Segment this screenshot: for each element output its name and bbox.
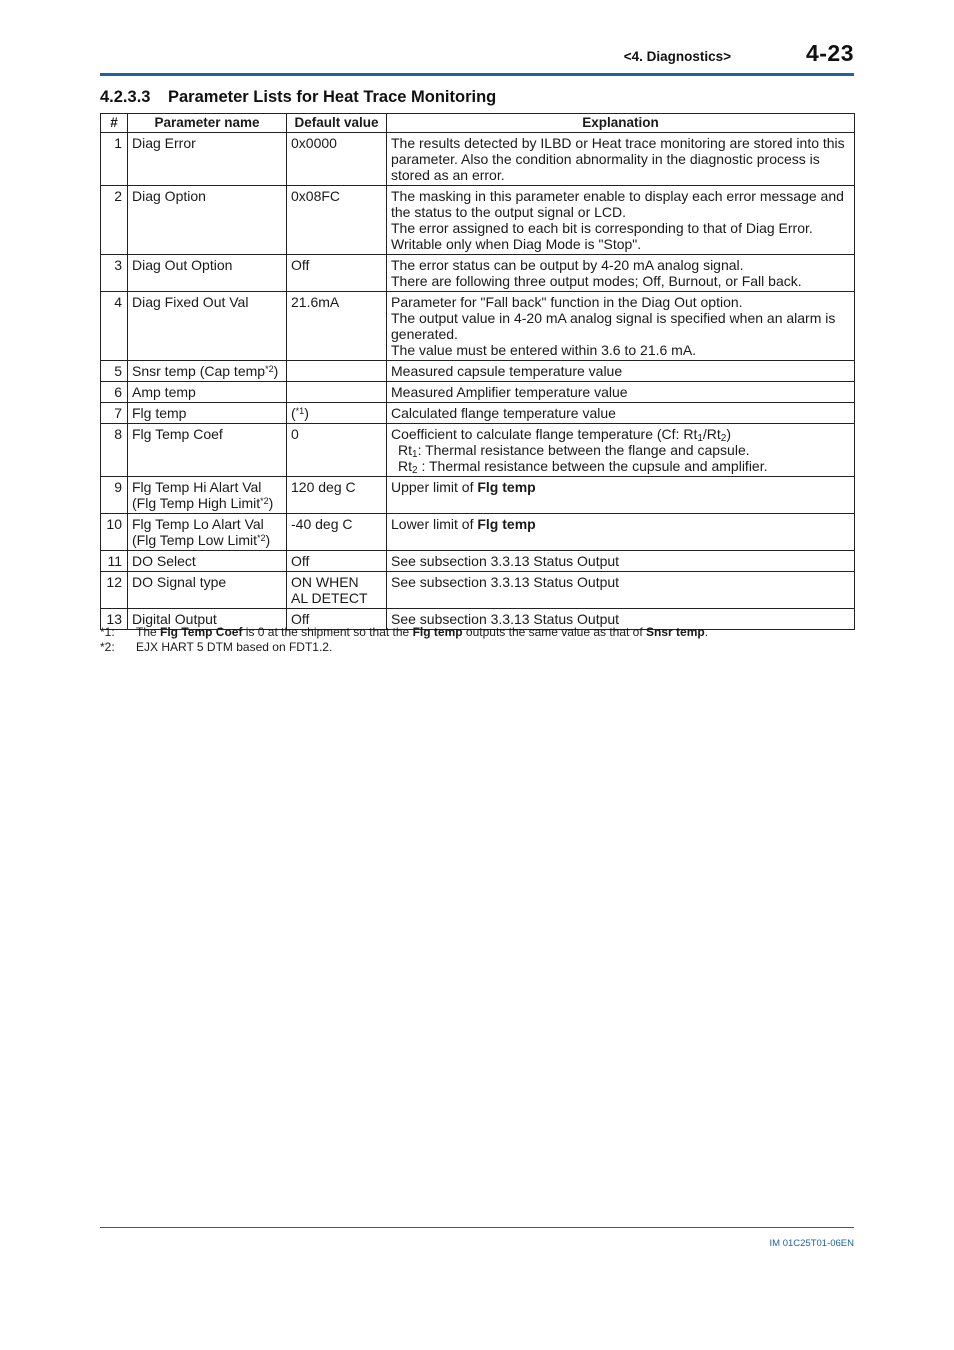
parameter-name-text: Snsr temp (Cap temp [132,363,266,379]
explanation-bold: Flg temp [477,516,536,532]
footnotes [100,625,708,655]
parameter-name: Diag Error [128,133,287,186]
alias-text: (Flg Temp High Limit [132,495,261,511]
table-row [101,382,855,403]
footnote-part: The [136,625,161,639]
explanation [387,255,855,292]
parameter-name-alias [132,532,282,548]
footnote-part-bold: Flg temp [412,625,463,639]
parameter-name: Amp temp [128,382,287,403]
default-value [287,572,387,609]
coef-text: /Rt [702,426,721,442]
explanation [387,361,855,382]
explanation [387,514,855,551]
row-number: 7 [101,403,128,424]
row-number: 2 [101,186,128,255]
explanation [387,133,855,186]
row-number: 6 [101,382,128,403]
parameter-name-close: ) [273,363,279,379]
row-number: 5 [101,361,128,382]
explanation-line: See subsection 3.3.13 Status Output [391,574,620,590]
explanation [387,551,855,572]
default-value: 21.6mA [287,292,387,361]
coef-text: Coefficient to calculate flange temperature (Cf: Rt [391,426,698,442]
explanation-text: Upper limit of [391,479,478,495]
explanation [387,403,855,424]
parameter-name: Diag Option [128,186,287,255]
table-row [101,255,855,292]
header-divider [100,73,854,76]
parameter-name: Diag Fixed Out Val [128,292,287,361]
footnote-2 [100,640,708,655]
parameter-name [128,514,287,551]
alias-close: ) [265,532,271,548]
default-value-line: AL DETECT [291,590,368,606]
table-row [101,133,855,186]
explanation-line [391,426,850,442]
coef-text: ) [726,426,732,442]
footnote-text [136,625,708,640]
row-number: 13 [101,609,128,630]
table-row [101,292,855,361]
explanation-line: Parameter for "Fall back" function in the Diag Out option. [391,294,743,310]
default-value: Off [287,551,387,572]
explanation-line: There are following three output modes; Off, Burnout, or Fall back. [391,273,802,289]
table-row [101,361,855,382]
alias-text: (Flg Temp Low Limit [132,532,258,548]
table-row [101,551,855,572]
parameter-name-alias [132,495,282,511]
default-value-open: ( [291,405,296,421]
explanation-line: The error status can be output by 4-20 mA analog signal. [391,257,744,273]
explanation [387,186,855,255]
footnote-mark: *1: [100,625,115,639]
footnote-part: is 0 at the shipment so that the [242,625,413,639]
coef-text: : Thermal resistance between the flange and capsule. [417,442,750,458]
default-value: Off [287,255,387,292]
table-row [101,572,855,609]
default-value: 0x0000 [287,133,387,186]
footnote-1 [100,625,708,640]
explanation-line [391,442,850,458]
default-value [287,361,387,382]
subscript: 1 [412,449,418,460]
explanation-line: The error assigned to each bit is corresponding to that of Diag Error. [391,220,813,236]
parameter-name: DO Signal type [128,572,287,609]
footnote-part-bold: Snsr temp [646,625,705,639]
coef-text: Rt [398,442,412,458]
subscript: 2 [412,465,418,476]
explanation-line: Calculated flange temperature value [391,405,616,421]
explanation-line: Measured Amplifier temperature value [391,384,628,400]
coef-text: Rt [398,458,412,474]
explanation-line: The value must be entered within 3.6 to 21.6 mA. [391,342,697,358]
explanation [387,382,855,403]
footnote-ref: *2 [265,364,274,374]
explanation-line: The results detected by ILBD or Heat trace monitoring are stored into this parameter. Also the condition abnormality in the diagnostic process is stored as an error. [391,135,845,183]
footnote-ref: *2 [257,533,266,543]
parameter-name: Flg temp [128,403,287,424]
footnote-part: . [704,625,709,639]
default-value [287,403,387,424]
column-header-default-value: Default value [287,114,387,133]
subscript: 2 [720,433,727,444]
parameter-name [128,361,287,382]
table-row [101,186,855,255]
default-value: 0x08FC [287,186,387,255]
column-header-explanation: Explanation [387,114,855,133]
parameter-table [100,113,855,630]
alias-close: ) [268,495,274,511]
table-row [101,514,855,551]
explanation [387,477,855,514]
footnote-ref: *2 [260,496,269,506]
subscript: 1 [697,433,703,444]
table-row [101,403,855,424]
row-number: 12 [101,572,128,609]
default-value [287,382,387,403]
explanation-bold: Flg temp [477,479,536,495]
footnote-part: outputs the same value as that of [462,625,647,639]
table-header-row [101,114,855,133]
default-value: 120 deg C [287,477,387,514]
footnote-text: EJX HART 5 DTM based on FDT1.2. [136,640,333,654]
section-heading [100,88,496,107]
row-number: 1 [101,133,128,186]
default-value-close: ) [304,405,309,421]
explanation [387,292,855,361]
row-number: 10 [101,514,128,551]
default-value: Off [287,609,387,630]
explanation [387,424,855,477]
parameter-name: Flg Temp Coef [128,424,287,477]
chapter-title: <4. Diagnostics> [623,49,731,64]
parameter-name: Diag Out Option [128,255,287,292]
footnote-part-bold: Flg Temp Coef [160,625,243,639]
default-value: -40 deg C [287,514,387,551]
row-number: 11 [101,551,128,572]
explanation-text: Lower limit of [391,516,478,532]
coef-text: : Thermal resistance between the cupsule and amplifier. [417,458,768,474]
table-row [101,424,855,477]
footnote-ref: *1 [295,406,305,416]
column-header-number: # [101,114,128,133]
table-row [101,477,855,514]
explanation-line: See subsection 3.3.13 Status Output [391,611,620,627]
section-number: 4.2.3.3 [100,88,151,106]
parameter-name [128,477,287,514]
row-number: 8 [101,424,128,477]
document-id: IM 01C25T01-06EN [769,1238,854,1249]
default-value: 0 [287,424,387,477]
row-number: 3 [101,255,128,292]
row-number: 9 [101,477,128,514]
explanation-line: The output value in 4-20 mA analog signal is specified when an alarm is generated. [391,310,836,342]
explanation-line: Writable only when Diag Mode is "Stop". [391,236,642,252]
column-header-parameter-name: Parameter name [128,114,287,133]
parameter-name-text: Flg Temp Hi Alart Val [132,479,262,495]
footnote-mark: *2: [100,640,115,654]
explanation-line [391,458,850,474]
row-number: 4 [101,292,128,361]
parameter-name-text: Flg Temp Lo Alart Val [132,516,264,532]
footer-divider [100,1227,854,1228]
explanation-line: See subsection 3.3.13 Status Output [391,553,620,569]
parameter-name: Digital Output [128,609,287,630]
explanation-line: The masking in this parameter enable to display each error message and the status to the output signal or LCD. [391,188,844,220]
default-value-line: ON WHEN [291,574,359,590]
page-number: 4-23 [805,40,854,66]
explanation [387,572,855,609]
section-title-text: Parameter Lists for Heat Trace Monitoring [168,88,497,106]
parameter-name: DO Select [128,551,287,572]
explanation-line: Measured capsule temperature value [391,363,623,379]
